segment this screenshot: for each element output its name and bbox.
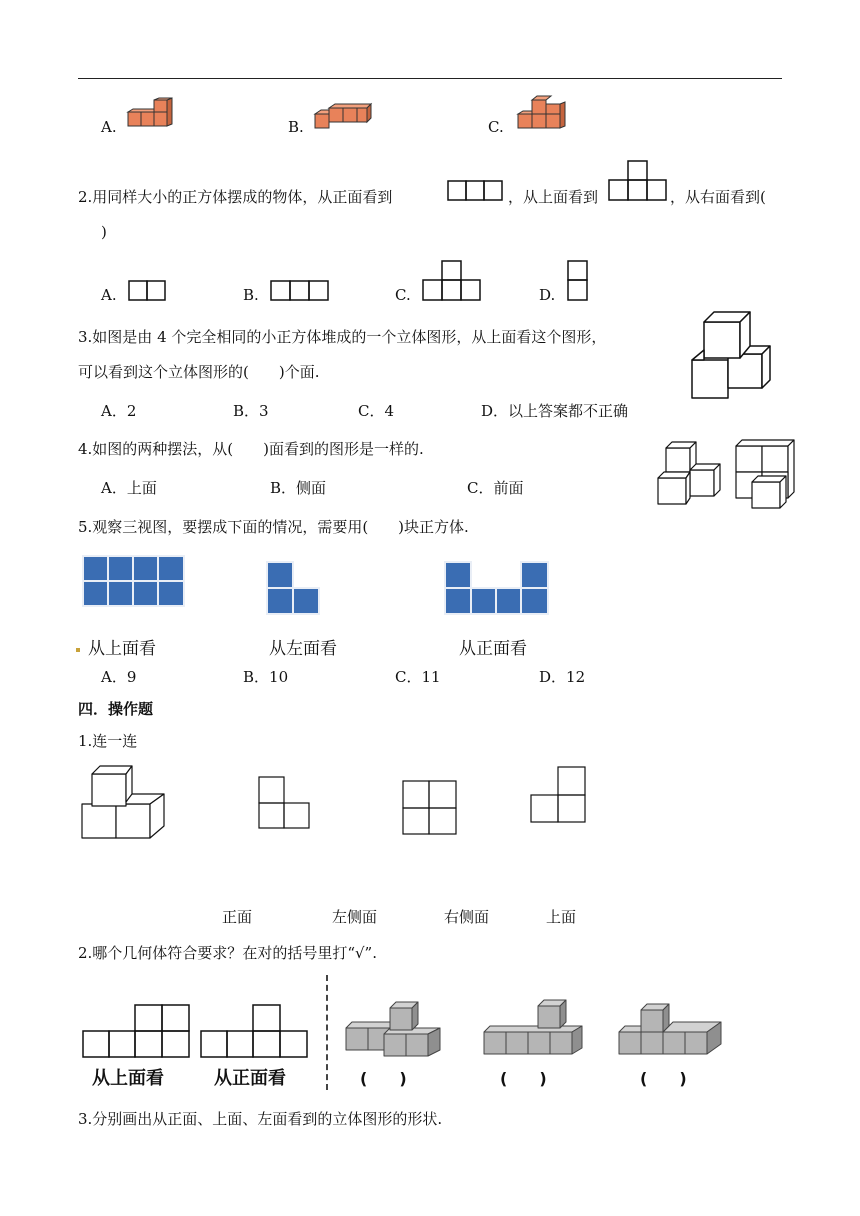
q2-option-b-figure xyxy=(270,280,330,302)
q2-option-c-figure xyxy=(422,260,482,302)
q2-option-d-figure xyxy=(567,260,589,302)
q2-text-part1: 2.用同样大小的正方体摆成的物体，从正面看到 xyxy=(78,188,393,206)
s4-q2-option-2-figure xyxy=(482,994,594,1060)
q5-top-view-figure xyxy=(82,555,186,607)
q2-front-view-figure xyxy=(447,180,503,202)
q3-cube-figure xyxy=(688,306,784,402)
q2-text-part3: ，从右面看到( xyxy=(670,188,766,206)
q1-option-c-label: C. xyxy=(488,118,504,136)
q1-option-b-figure xyxy=(313,100,373,132)
q2-option-a-figure xyxy=(128,280,168,302)
s4-q1-label-top: 上面 xyxy=(546,908,577,926)
q3-option-a: A．2 xyxy=(101,402,137,420)
q4-figure-left xyxy=(656,440,726,508)
q5-option-c: C．11 xyxy=(395,668,441,686)
s4-q1-label-left: 左侧面 xyxy=(332,908,378,926)
q2-text-part2: ，从上面看到 xyxy=(508,188,599,206)
q4-option-a: A．上面 xyxy=(101,479,157,497)
s4-q2-option-3-figure xyxy=(617,998,729,1060)
q1-option-c-figure xyxy=(516,94,568,132)
decorative-dot xyxy=(76,648,80,652)
top-rule xyxy=(78,78,782,79)
q5-option-d: D．12 xyxy=(539,668,586,686)
s4-q2-text: 2.哪个几何体符合要求？在对的括号里打“√”. xyxy=(78,944,377,962)
q5-option-b: B．10 xyxy=(243,668,289,686)
q5-view-label-left: 从左面看 xyxy=(269,639,337,659)
q2-option-a-label: A. xyxy=(101,286,117,304)
s4-q2-bracket-1[interactable]: ( ) xyxy=(360,1069,407,1088)
s4-q2-bracket-2[interactable]: ( ) xyxy=(500,1069,547,1088)
s4-q1-text: 1.连一连 xyxy=(78,732,138,750)
q2-option-b-label: B. xyxy=(243,286,259,304)
q2-option-d-label: D. xyxy=(539,286,556,304)
q5-option-a: A．9 xyxy=(101,668,137,686)
q2-option-c-label: C. xyxy=(395,286,411,304)
section4-heading: 四．操作题 xyxy=(78,700,154,718)
q1-option-a-figure xyxy=(126,98,178,130)
s4-q2-option-1-figure xyxy=(344,996,448,1060)
s4-q2-bracket-3[interactable]: ( ) xyxy=(640,1069,687,1088)
s4-q2-label-front: 从正面看 xyxy=(214,1068,286,1089)
divider-dashed-line xyxy=(326,975,328,1090)
q3-line2: 可以看到这个立体图形的( )个面. xyxy=(78,363,320,381)
s4-q1-view-2 xyxy=(402,780,458,836)
s4-q1-label-front: 正面 xyxy=(222,908,253,926)
q4-option-b: B．侧面 xyxy=(270,479,327,497)
q1-option-b-label: B. xyxy=(288,118,304,136)
s4-q1-cube-figure xyxy=(80,764,166,842)
q4-text: 4.如图的两种摆法，从( )面看到的图形是一样的. xyxy=(78,440,424,458)
s4-q1-view-3 xyxy=(530,766,588,824)
q5-front-view-figure xyxy=(444,561,550,617)
s4-q3-text: 3.分别画出从正面、上面、左面看到的立体图形的形状. xyxy=(78,1110,443,1128)
s4-q2-front-view-figure xyxy=(200,1004,310,1058)
q3-line1: 3.如图是由 4 个完全相同的小正方体堆成的一个立体图形，从上面看这个图形， xyxy=(78,328,607,346)
s4-q2-top-view-figure xyxy=(82,1004,192,1058)
q4-option-c: C．前面 xyxy=(467,479,524,497)
q5-text: 5.观察三视图，要摆成下面的情况，需要用( )块正方体. xyxy=(78,518,469,536)
q3-option-b: B．3 xyxy=(233,402,269,420)
q5-view-label-top: 从上面看 xyxy=(88,639,156,659)
s4-q2-label-top: 从上面看 xyxy=(92,1068,164,1089)
q2-text-close: ) xyxy=(101,223,107,241)
q5-left-view-figure xyxy=(266,560,322,616)
q3-option-d: D．以上答案都不正确 xyxy=(481,402,629,420)
q1-option-a-label: A. xyxy=(101,118,117,136)
q5-view-label-front: 从正面看 xyxy=(459,639,527,659)
q2-top-view-figure xyxy=(608,160,668,202)
q3-option-c: C．4 xyxy=(358,402,395,420)
s4-q1-view-1 xyxy=(258,776,312,830)
q4-figure-right xyxy=(734,438,800,510)
s4-q1-label-right: 右侧面 xyxy=(444,908,490,926)
